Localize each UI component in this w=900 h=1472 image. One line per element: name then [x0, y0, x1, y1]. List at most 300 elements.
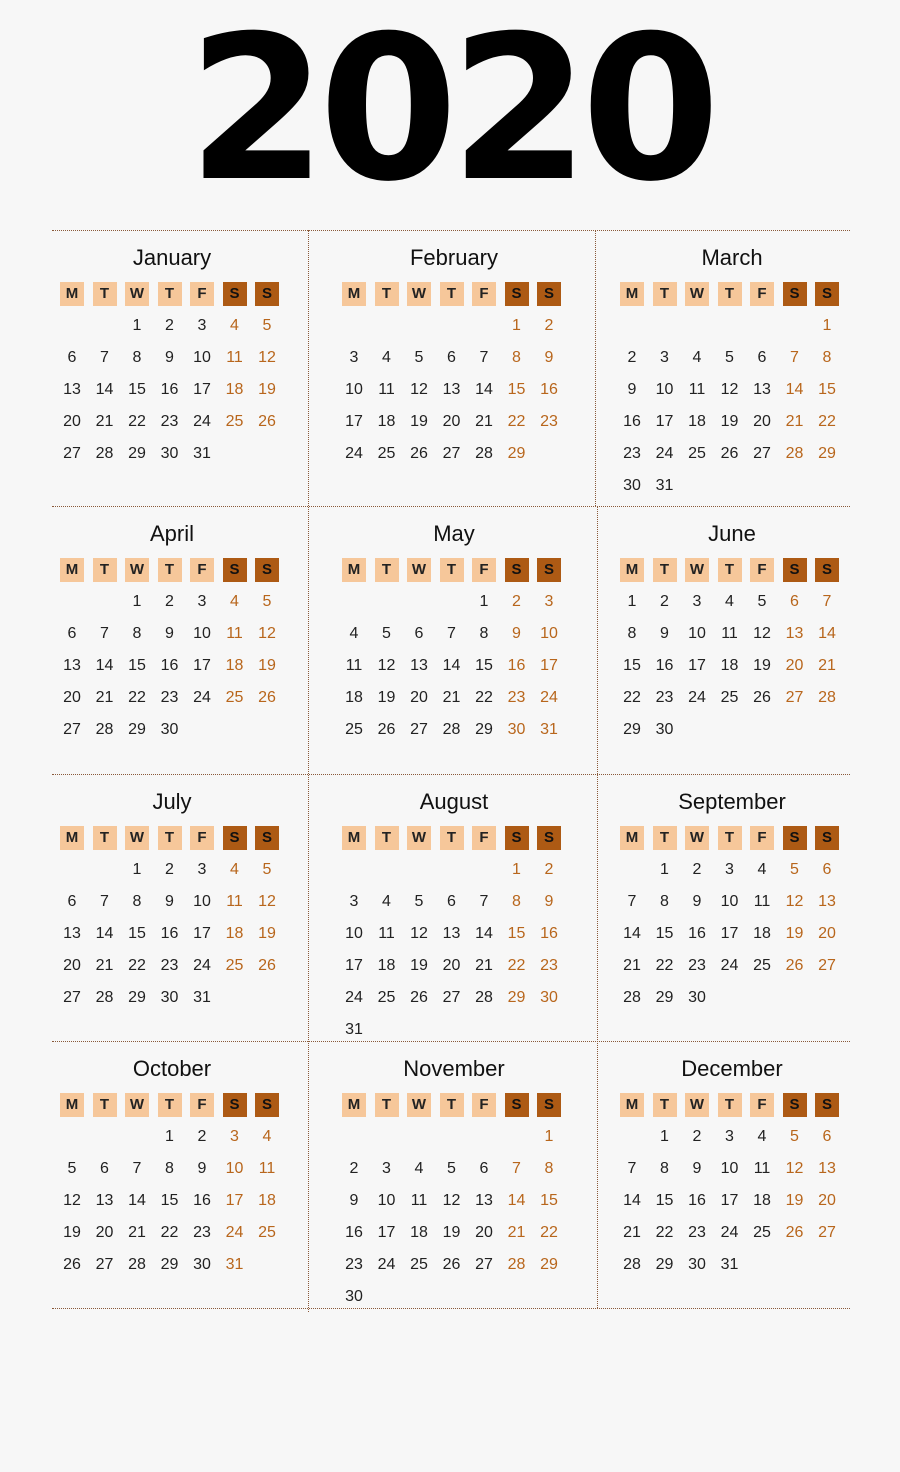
day-cell: 8: [512, 893, 521, 910]
weekday-header: S: [505, 282, 529, 306]
weekday-header: M: [342, 282, 366, 306]
day-cell: 28: [442, 721, 461, 738]
day-cell: 26: [377, 721, 396, 738]
day-cell: 20: [442, 957, 461, 974]
weekday-header: W: [407, 282, 431, 306]
day-cell: 21: [442, 689, 461, 706]
day-cell: 23: [688, 1224, 706, 1241]
weekday-header: T: [653, 558, 677, 582]
day-cell: 5: [447, 1160, 456, 1177]
day-cell: 26: [410, 445, 428, 462]
day-cell: 24: [225, 1224, 244, 1241]
day-cell: 30: [688, 989, 706, 1006]
day-cell: 8: [165, 1160, 174, 1177]
day-cell: 28: [475, 445, 493, 462]
day-cell: 14: [818, 625, 836, 642]
day-cell: 6: [67, 893, 77, 910]
weekday-header: M: [60, 282, 84, 306]
day-cell: 17: [655, 413, 674, 430]
day-cell: 15: [540, 1192, 558, 1209]
day-cell: 11: [258, 1160, 276, 1177]
day-cell: 17: [193, 381, 211, 398]
day-cell: 19: [258, 657, 276, 674]
day-cell: 29: [540, 1256, 558, 1273]
day-cell: 22: [128, 689, 146, 706]
day-cell: 16: [655, 657, 674, 674]
day-cell: 24: [688, 689, 706, 706]
day-cell: 25: [377, 445, 396, 462]
day-cell: 10: [193, 625, 211, 642]
day-cell: 7: [100, 625, 109, 642]
day-cell: 8: [822, 349, 832, 366]
month-name: March: [701, 245, 763, 270]
day-cell: 14: [507, 1192, 526, 1209]
day-cell: 6: [414, 625, 424, 642]
day-cell: 6: [757, 349, 767, 366]
day-cell: 28: [95, 721, 114, 738]
day-cell: 30: [688, 1256, 706, 1273]
day-cell: 13: [63, 657, 81, 674]
day-cell: 19: [410, 413, 428, 430]
day-cell: 25: [753, 957, 771, 974]
day-cell: 19: [753, 657, 771, 674]
day-cell: 8: [132, 893, 142, 910]
weekday-header: S: [783, 282, 807, 306]
day-cell: 27: [63, 445, 81, 462]
day-cell: 5: [262, 861, 272, 878]
month-name: November: [403, 1056, 505, 1081]
day-cell: 21: [623, 957, 641, 974]
day-cell: 11: [721, 625, 738, 642]
day-cell: 30: [655, 721, 674, 738]
day-cell: 9: [544, 349, 554, 366]
day-cell: 27: [818, 1224, 836, 1241]
day-cell: 6: [479, 1160, 489, 1177]
day-cell: 9: [660, 625, 669, 642]
day-cell: 25: [225, 413, 244, 430]
weekday-header: M: [60, 1093, 84, 1117]
day-cell: 29: [623, 721, 641, 738]
day-cell: 28: [623, 1256, 641, 1273]
day-cell: 4: [757, 1128, 767, 1145]
divider-line: [308, 230, 309, 1312]
weekday-header: T: [653, 282, 677, 306]
day-cell: 12: [258, 625, 276, 642]
day-cell: 12: [377, 657, 396, 674]
day-cell: 29: [507, 445, 526, 462]
day-cell: 3: [725, 861, 734, 878]
day-cell: 26: [442, 1256, 461, 1273]
day-cell: 4: [230, 317, 239, 334]
day-cell: 7: [479, 893, 489, 910]
weekday-header: F: [190, 826, 214, 850]
day-cell: 24: [193, 413, 211, 430]
day-cell: 29: [655, 1256, 674, 1273]
day-cell: 5: [757, 593, 767, 610]
weekday-header: T: [93, 1093, 117, 1117]
day-cell: 20: [818, 1192, 836, 1209]
weekday-header: F: [190, 558, 214, 582]
day-cell: 29: [128, 721, 146, 738]
month-name: October: [132, 1056, 212, 1081]
day-cell: 16: [623, 413, 641, 430]
weekday-header: M: [60, 826, 84, 850]
day-cell: 17: [193, 657, 211, 674]
day-cell: 13: [410, 657, 428, 674]
day-cell: 30: [160, 721, 179, 738]
day-cell: 18: [410, 1224, 428, 1241]
day-cell: 7: [100, 349, 109, 366]
day-cell: 31: [345, 1021, 363, 1038]
day-cell: 2: [197, 1128, 207, 1145]
day-cell: 26: [258, 689, 276, 706]
day-cell: 18: [258, 1192, 276, 1209]
day-cell: 15: [507, 381, 526, 398]
day-cell: 29: [655, 989, 674, 1006]
weekday-header: S: [223, 1093, 247, 1117]
weekday-header: M: [342, 558, 366, 582]
day-cell: 5: [790, 861, 799, 878]
day-cell: 3: [349, 349, 359, 366]
day-cell: 22: [507, 413, 526, 430]
day-cell: 23: [540, 957, 558, 974]
day-cell: 2: [165, 861, 174, 878]
day-cell: 17: [377, 1224, 396, 1241]
day-cell: 18: [377, 413, 396, 430]
day-cell: 7: [822, 593, 832, 610]
day-cell: 24: [540, 689, 558, 706]
day-cell: 8: [544, 1160, 554, 1177]
day-cell: 25: [753, 1224, 771, 1241]
day-cell: 19: [258, 925, 276, 942]
day-cell: 14: [475, 381, 493, 398]
day-cell: 11: [226, 625, 243, 642]
weekday-header: M: [620, 826, 644, 850]
weekday-header: S: [223, 826, 247, 850]
day-cell: 7: [512, 1160, 521, 1177]
divider-line: [52, 230, 850, 231]
weekday-header: F: [750, 1093, 774, 1117]
weekday-header: T: [93, 826, 117, 850]
day-cell: 20: [63, 413, 81, 430]
day-cell: 15: [507, 925, 526, 942]
day-cell: 21: [95, 957, 114, 974]
weekday-header: T: [158, 1093, 182, 1117]
day-cell: 14: [475, 925, 493, 942]
day-cell: 19: [377, 689, 396, 706]
day-cell: 7: [627, 893, 637, 910]
day-cell: 6: [447, 893, 456, 910]
weekday-header: T: [718, 282, 742, 306]
day-cell: 27: [95, 1256, 114, 1273]
day-cell: 25: [225, 689, 244, 706]
day-cell: 4: [349, 625, 359, 642]
day-cell: 18: [377, 957, 396, 974]
day-cell: 5: [414, 893, 424, 910]
day-cell: 31: [225, 1256, 244, 1273]
day-cell: 3: [197, 861, 207, 878]
weekday-header: S: [505, 1093, 529, 1117]
weekday-header: T: [158, 282, 182, 306]
day-cell: 27: [475, 1256, 493, 1273]
day-cell: 30: [623, 477, 641, 494]
weekday-header: T: [718, 1093, 742, 1117]
day-cell: 28: [818, 689, 836, 706]
day-cell: 14: [95, 657, 114, 674]
day-cell: 15: [623, 657, 641, 674]
day-cell: 11: [410, 1192, 428, 1209]
day-cell: 19: [63, 1224, 81, 1241]
day-cell: 12: [785, 893, 804, 910]
day-cell: 11: [226, 893, 243, 910]
day-cell: 1: [627, 593, 637, 610]
day-cell: 17: [688, 657, 706, 674]
day-cell: 12: [753, 625, 771, 642]
day-cell: 6: [822, 1128, 832, 1145]
weekday-header: F: [750, 282, 774, 306]
weekday-header: S: [255, 558, 279, 582]
day-cell: 16: [193, 1192, 211, 1209]
day-cell: 9: [165, 893, 174, 910]
weekday-header: S: [255, 826, 279, 850]
day-cell: 15: [818, 381, 836, 398]
weekday-header: T: [375, 826, 399, 850]
day-cell: 3: [544, 593, 554, 610]
day-cell: 31: [655, 477, 674, 494]
day-cell: 24: [377, 1256, 396, 1273]
day-cell: 16: [160, 925, 179, 942]
day-cell: 1: [660, 861, 669, 878]
day-cell: 6: [67, 625, 77, 642]
day-cell: 7: [447, 625, 456, 642]
day-cell: 4: [414, 1160, 424, 1177]
day-cell: 31: [193, 989, 211, 1006]
day-cell: 5: [414, 349, 424, 366]
day-cell: 20: [95, 1224, 114, 1241]
day-cell: 14: [785, 381, 804, 398]
day-cell: 17: [193, 925, 211, 942]
day-cell: 19: [442, 1224, 461, 1241]
day-cell: 13: [63, 925, 81, 942]
weekday-header: F: [750, 558, 774, 582]
divider-line: [595, 230, 596, 506]
day-cell: 28: [95, 989, 114, 1006]
day-cell: 22: [475, 689, 493, 706]
day-cell: 4: [692, 349, 702, 366]
divider-line: [52, 1308, 850, 1309]
day-cell: 14: [95, 381, 114, 398]
day-cell: 2: [349, 1160, 359, 1177]
weekday-header: W: [685, 1093, 709, 1117]
weekday-header: S: [815, 826, 839, 850]
day-cell: 2: [544, 317, 554, 334]
day-cell: 2: [544, 861, 554, 878]
day-cell: 9: [512, 625, 521, 642]
day-cell: 16: [160, 657, 179, 674]
day-cell: 1: [479, 593, 489, 610]
day-cell: 10: [655, 381, 674, 398]
weekday-header: M: [342, 1093, 366, 1117]
day-cell: 21: [95, 413, 114, 430]
day-cell: 21: [475, 957, 493, 974]
day-cell: 20: [63, 957, 81, 974]
day-cell: 21: [623, 1224, 641, 1241]
day-cell: 3: [382, 1160, 391, 1177]
day-cell: 22: [128, 957, 146, 974]
day-cell: 29: [128, 445, 146, 462]
day-cell: 8: [660, 893, 669, 910]
day-cell: 7: [790, 349, 799, 366]
month-name: June: [708, 521, 756, 546]
day-cell: 4: [382, 349, 391, 366]
weekday-header: T: [440, 826, 464, 850]
day-cell: 3: [725, 1128, 734, 1145]
day-cell: 9: [627, 381, 637, 398]
day-cell: 14: [623, 925, 641, 942]
day-cell: 17: [225, 1192, 244, 1209]
day-cell: 10: [377, 1192, 396, 1209]
day-cell: 26: [785, 1224, 804, 1241]
weekday-header: W: [125, 558, 149, 582]
day-cell: 4: [757, 861, 767, 878]
day-cell: 10: [720, 1160, 739, 1177]
day-cell: 19: [410, 957, 428, 974]
weekday-header: F: [472, 826, 496, 850]
day-cell: 9: [544, 893, 554, 910]
divider-line: [52, 506, 850, 507]
day-cell: 22: [818, 413, 836, 430]
day-cell: 21: [95, 689, 114, 706]
divider-line: [52, 774, 850, 775]
weekday-header: W: [685, 282, 709, 306]
weekday-header: S: [783, 558, 807, 582]
day-cell: 1: [660, 1128, 669, 1145]
day-cell: 24: [720, 1224, 739, 1241]
weekday-header: M: [60, 558, 84, 582]
day-cell: 3: [197, 593, 207, 610]
day-cell: 27: [63, 989, 81, 1006]
weekday-header: T: [375, 1093, 399, 1117]
day-cell: 10: [345, 925, 363, 942]
day-cell: 11: [378, 925, 395, 942]
day-cell: 11: [345, 657, 363, 674]
weekday-header: T: [653, 826, 677, 850]
day-cell: 20: [410, 689, 428, 706]
month-name: May: [433, 521, 475, 546]
day-cell: 30: [160, 989, 179, 1006]
weekday-header: F: [190, 282, 214, 306]
day-cell: 5: [725, 349, 734, 366]
day-cell: 18: [225, 657, 244, 674]
day-cell: 31: [540, 721, 558, 738]
weekday-header: S: [537, 558, 561, 582]
day-cell: 1: [165, 1128, 174, 1145]
day-cell: 27: [442, 445, 461, 462]
day-cell: 1: [512, 317, 521, 334]
day-cell: 23: [540, 413, 558, 430]
weekday-header: S: [505, 558, 529, 582]
weekday-header: T: [375, 558, 399, 582]
weekday-header: W: [125, 826, 149, 850]
day-cell: 24: [193, 957, 211, 974]
day-cell: 28: [95, 445, 114, 462]
day-cell: 2: [692, 861, 702, 878]
day-cell: 15: [128, 657, 146, 674]
weekday-header: F: [472, 1093, 496, 1117]
day-cell: 15: [655, 925, 674, 942]
weekday-header: T: [93, 282, 117, 306]
day-cell: 16: [507, 657, 526, 674]
day-cell: 25: [410, 1256, 428, 1273]
day-cell: 26: [63, 1256, 81, 1273]
day-cell: 4: [725, 593, 734, 610]
day-cell: 11: [226, 349, 243, 366]
day-cell: 25: [720, 689, 739, 706]
weekday-header: S: [815, 282, 839, 306]
month-name: September: [678, 789, 786, 814]
day-cell: 26: [753, 689, 771, 706]
day-cell: 25: [225, 957, 244, 974]
day-cell: 13: [442, 381, 461, 398]
weekday-header: W: [125, 282, 149, 306]
day-cell: 26: [258, 957, 276, 974]
month-name: April: [149, 521, 194, 546]
day-cell: 14: [128, 1192, 146, 1209]
day-cell: 14: [95, 925, 114, 942]
day-cell: 25: [258, 1224, 276, 1241]
day-cell: 9: [165, 625, 174, 642]
year-title: 2020: [187, 0, 713, 226]
weekday-header: S: [783, 1093, 807, 1117]
day-cell: 30: [540, 989, 558, 1006]
day-cell: 29: [128, 989, 146, 1006]
day-cell: 5: [67, 1160, 77, 1177]
divider-line: [52, 1041, 850, 1042]
day-cell: 2: [512, 593, 521, 610]
day-cell: 1: [822, 317, 832, 334]
weekday-header: S: [537, 826, 561, 850]
day-cell: 23: [160, 413, 179, 430]
day-cell: 21: [475, 413, 493, 430]
day-cell: 13: [442, 925, 461, 942]
day-cell: 17: [720, 1192, 739, 1209]
day-cell: 30: [345, 1288, 363, 1305]
day-cell: 22: [540, 1224, 558, 1241]
day-cell: 11: [378, 381, 395, 398]
day-cell: 12: [410, 925, 428, 942]
day-cell: 6: [822, 861, 832, 878]
day-cell: 10: [345, 381, 363, 398]
day-cell: 30: [193, 1256, 211, 1273]
day-cell: 28: [785, 445, 804, 462]
day-cell: 3: [230, 1128, 239, 1145]
day-cell: 22: [507, 957, 526, 974]
day-cell: 22: [623, 689, 641, 706]
day-cell: 24: [655, 445, 674, 462]
day-cell: 20: [753, 413, 771, 430]
day-cell: 13: [63, 381, 81, 398]
day-cell: 18: [225, 925, 244, 942]
weekday-header: T: [718, 826, 742, 850]
day-cell: 18: [688, 413, 706, 430]
day-cell: 24: [720, 957, 739, 974]
weekday-header: T: [653, 1093, 677, 1117]
day-cell: 23: [345, 1256, 363, 1273]
day-cell: 12: [63, 1192, 81, 1209]
day-cell: 20: [475, 1224, 493, 1241]
day-cell: 14: [442, 657, 461, 674]
day-cell: 9: [349, 1192, 359, 1209]
